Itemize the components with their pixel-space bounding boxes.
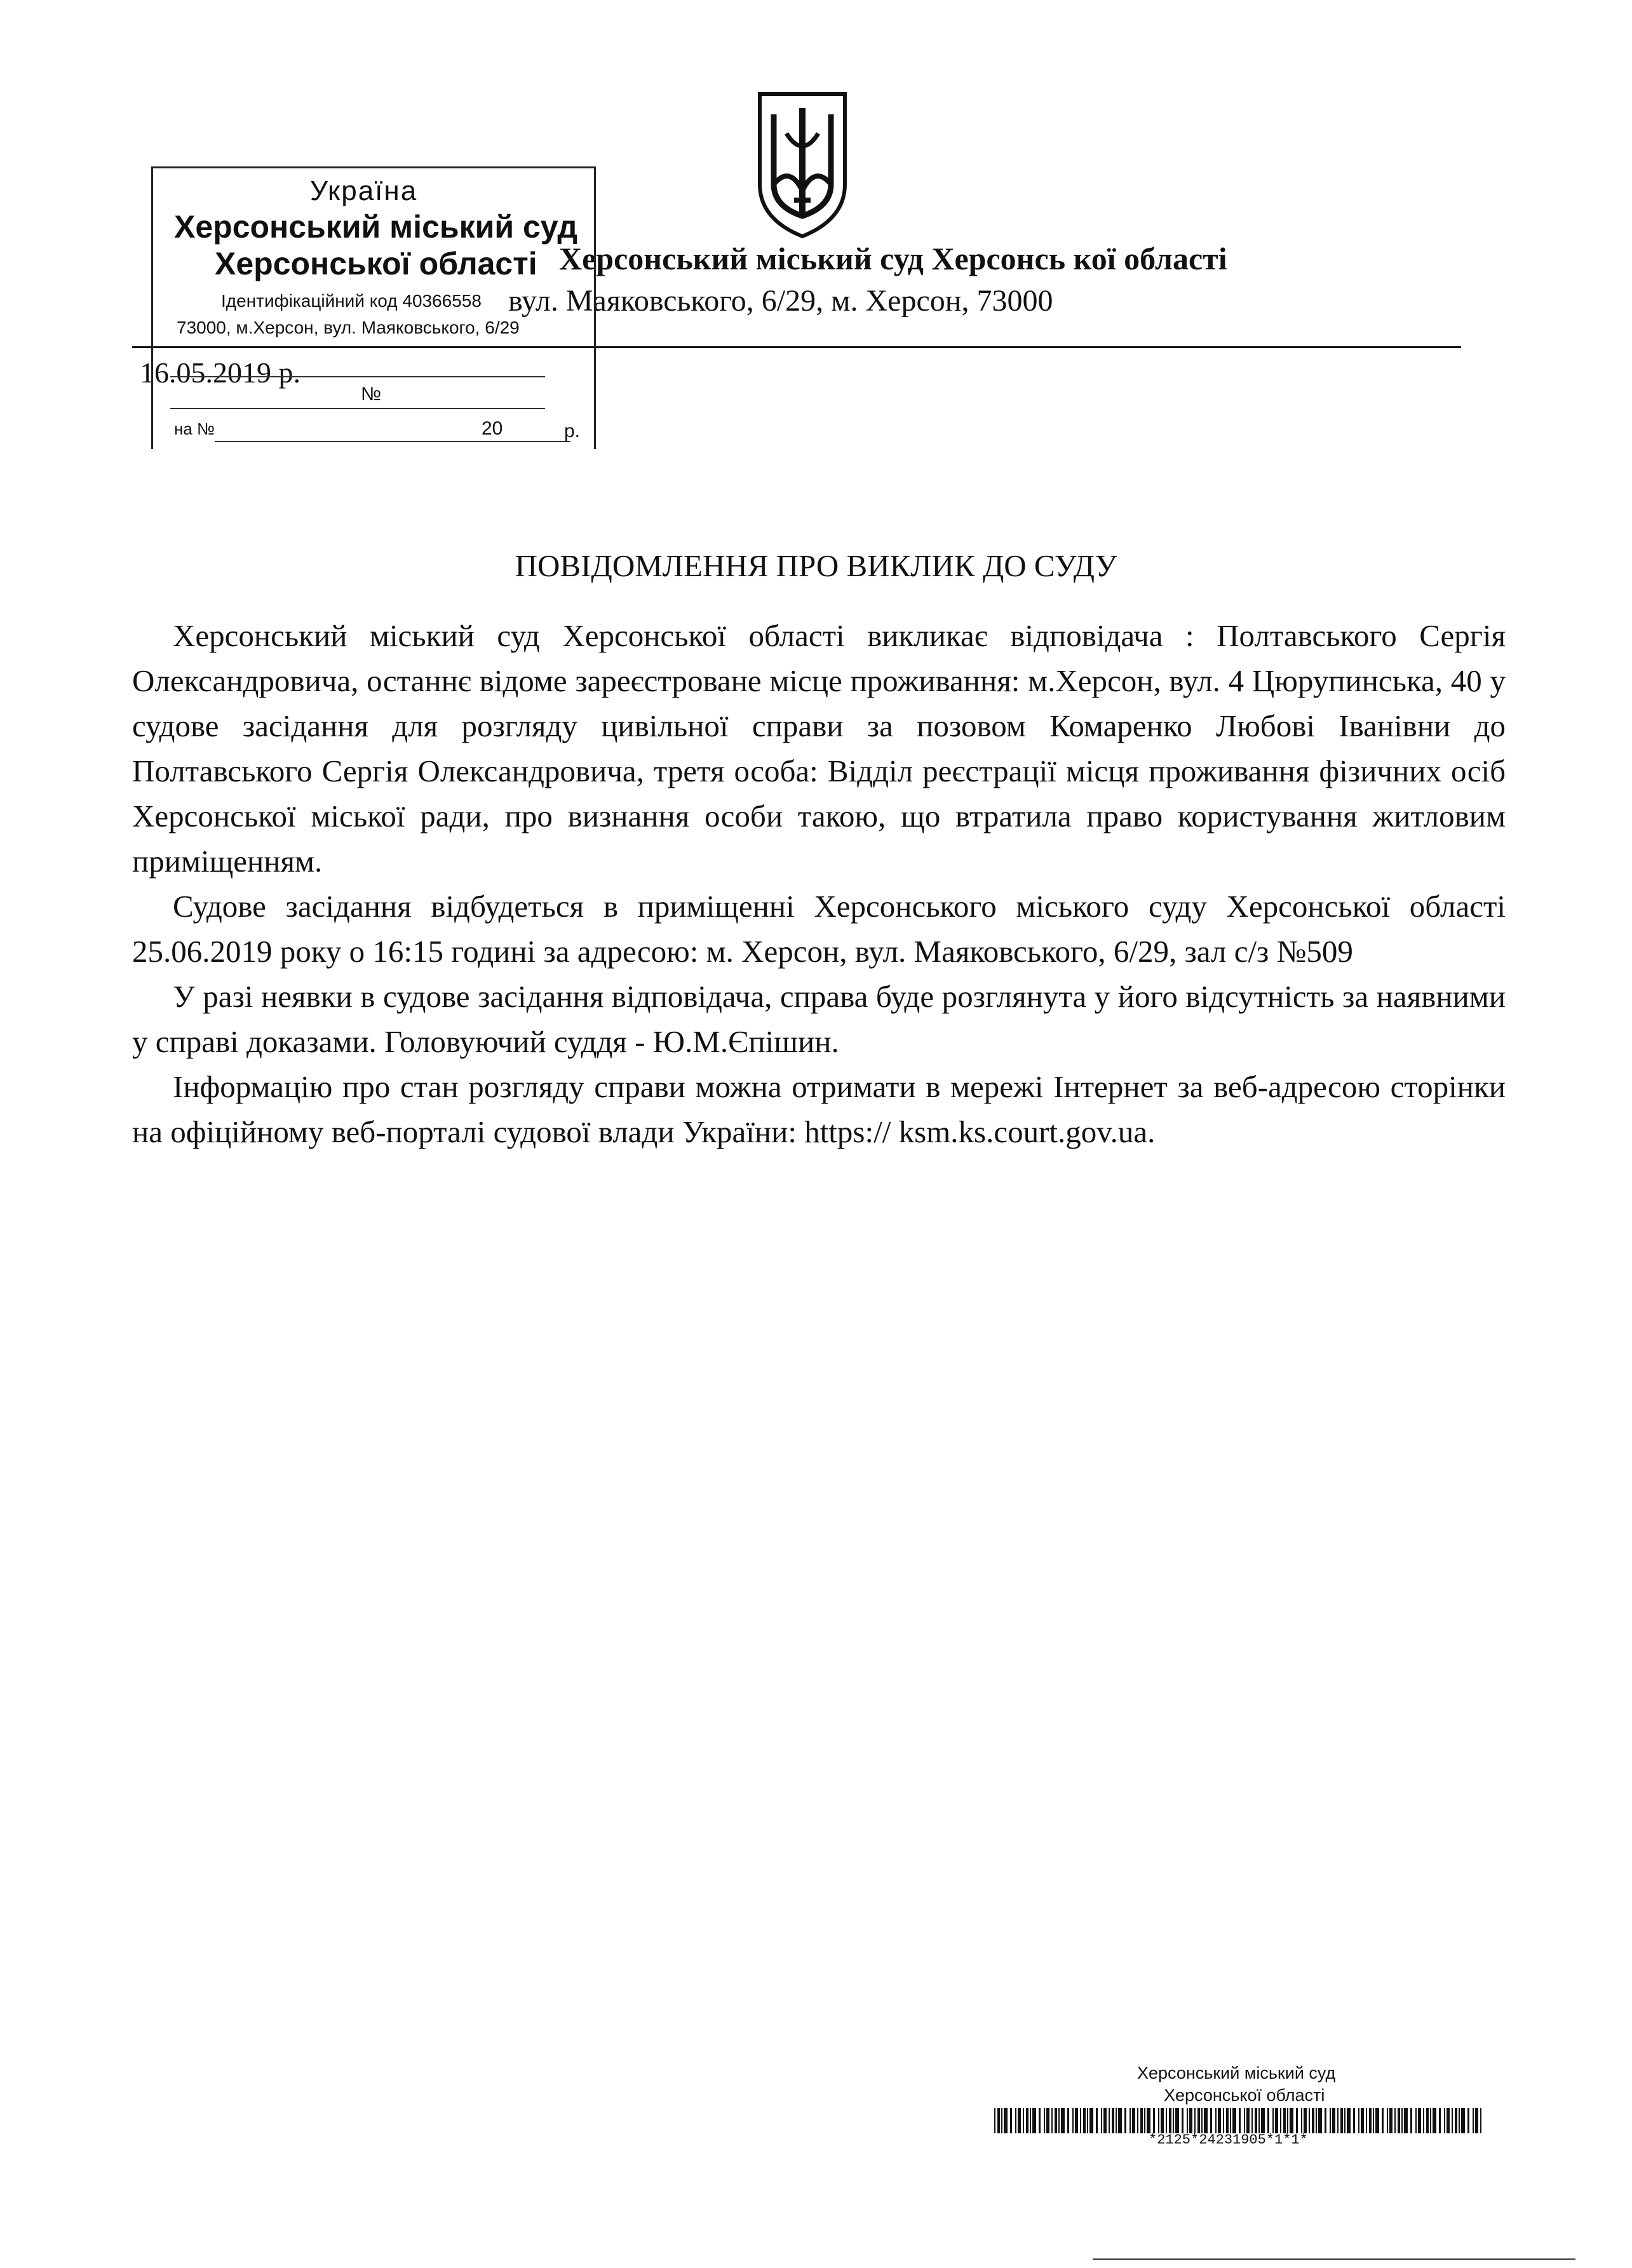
body-paragraph: Судове засідання відбудеться в приміщенні Херсонського міського суду Херсонської області 25.06.2019 року о 16:15 годині за адресою: м. Херсон, вул. Маяковського, 6/29, зал с/з №509	[132, 889, 1506, 969]
barcode-bar	[1004, 2108, 1008, 2133]
barcode-bar	[1204, 2108, 1208, 2133]
barcode-bar	[1312, 2108, 1314, 2133]
court-address: вул. Маяковського, 6/29, м. Херсон, 73000	[508, 284, 1053, 318]
barcode-bar	[1340, 2108, 1343, 2133]
barcode-bar	[1467, 2108, 1469, 2133]
body-paragraph: У разі неявки в судове засідання відповідача, справа буде розглянута у його відсутність за наявними у справі доказами. Головуючий суддя - Ю.М.Єпішин.	[132, 979, 1506, 1059]
barcode-bar	[1389, 2108, 1393, 2133]
barcode-bar	[1369, 2108, 1372, 2133]
barcode-bar	[1169, 2108, 1171, 2133]
barcode-bar	[1197, 2108, 1200, 2133]
stamp-line	[170, 376, 545, 377]
barcode-bar	[997, 2108, 1000, 2133]
barcode-bar	[1280, 2108, 1281, 2133]
barcode-bar	[1001, 2108, 1002, 2133]
barcode-bar	[1475, 2108, 1478, 2133]
stamp-address: 73000, м.Херсон, вул. Маяковського, 6/29	[177, 318, 520, 337]
barcode-bar	[1290, 2108, 1293, 2133]
barcode-bar	[1296, 2108, 1298, 2133]
barcode-bar	[1083, 2108, 1086, 2133]
barcode-bar	[1075, 2108, 1078, 2133]
barcode-bar	[1044, 2108, 1045, 2133]
barcode-bar	[1439, 2108, 1441, 2133]
barcode-bar	[1332, 2108, 1335, 2133]
barcode-bar	[1373, 2108, 1374, 2133]
barcode-bar	[1137, 2108, 1138, 2133]
barcode-bar	[1404, 2108, 1408, 2133]
barcode-bar	[1118, 2108, 1122, 2133]
barcode-bar	[1382, 2108, 1384, 2133]
barcode-bar	[1058, 2108, 1060, 2133]
barcode-bar	[1124, 2108, 1126, 2133]
barcode-bar	[1023, 2108, 1024, 2133]
barcode-bar	[1375, 2108, 1379, 2133]
barcode-bar	[1140, 2108, 1143, 2133]
barcode-bar	[1418, 2108, 1421, 2133]
barcode-bar	[1325, 2108, 1326, 2133]
barcode-bar	[1153, 2108, 1155, 2133]
barcode-bar	[1272, 2108, 1274, 2133]
barcode-bar	[1144, 2108, 1145, 2133]
barcode-bar	[1452, 2108, 1453, 2133]
barcode-bar	[1030, 2108, 1031, 2133]
barcode-bar	[1109, 2108, 1110, 2133]
barcode-bar	[1015, 2108, 1016, 2133]
barcode-bar	[1051, 2108, 1053, 2133]
barcode-bar	[1473, 2108, 1474, 2133]
barcode-bar	[1447, 2108, 1450, 2133]
barcode-bar	[1337, 2108, 1339, 2133]
barcode-bar	[1187, 2108, 1188, 2133]
footer-court: Херсонський міський суд	[1137, 2063, 1336, 2082]
barcode-bar	[1251, 2108, 1253, 2133]
document-date: 16.05.2019 р.	[140, 356, 300, 389]
barcode-bar	[1089, 2108, 1093, 2133]
stamp-year-suffix: р.	[564, 421, 581, 442]
barcode-bar	[1301, 2108, 1302, 2133]
barcode-bar	[1132, 2108, 1135, 2133]
barcode-bar	[1201, 2108, 1203, 2133]
stamp-line	[215, 441, 570, 442]
barcode-text: *2125*24231905*1*1*	[1149, 2132, 1308, 2143]
stamp-number-label: №	[361, 384, 382, 405]
barcode-bar	[1158, 2108, 1159, 2133]
barcode-bar	[1161, 2108, 1164, 2133]
barcode-bar	[1258, 2108, 1260, 2133]
stamp-line	[170, 408, 545, 409]
barcode-bar	[1283, 2108, 1286, 2133]
barcode-bar	[1130, 2108, 1131, 2133]
barcode-bar	[1361, 2108, 1364, 2133]
barcode-bar	[994, 2108, 995, 2133]
barcode-bar	[1426, 2108, 1429, 2133]
barcode-bar	[1461, 2108, 1465, 2133]
registration-stamp	[151, 166, 596, 449]
barcode-bar	[1103, 2108, 1107, 2133]
barcode-bar	[1394, 2108, 1396, 2133]
barcode-bar	[1358, 2108, 1359, 2133]
barcode-bar	[1244, 2108, 1245, 2133]
barcode-bar	[1430, 2108, 1431, 2133]
barcode-bar	[1255, 2108, 1257, 2133]
barcode-bar	[1067, 2108, 1069, 2133]
barcode-bar	[1101, 2108, 1102, 2133]
barcode-bar	[1309, 2108, 1310, 2133]
ukraine-trident-emblem-icon	[755, 89, 850, 241]
barcode-bar	[1480, 2108, 1481, 2133]
barcode	[994, 2108, 1487, 2133]
barcode-bar	[1287, 2108, 1288, 2133]
barcode-bar	[1210, 2108, 1212, 2133]
barcode-bar	[1055, 2108, 1057, 2133]
barcode-bar	[1215, 2108, 1217, 2133]
barcode-bar	[1223, 2108, 1224, 2133]
barcode-bar	[1415, 2108, 1417, 2133]
barcode-bar	[1304, 2108, 1307, 2133]
document-body	[132, 613, 1506, 1154]
barcode-bar	[1387, 2108, 1388, 2133]
barcode-bar	[1182, 2108, 1184, 2133]
barcode-bar	[1232, 2108, 1236, 2133]
stamp-frame-top	[151, 166, 596, 168]
barcode-bar	[1230, 2108, 1231, 2133]
barcode-bar	[1316, 2108, 1317, 2133]
stamp-region: Херсонської області	[215, 246, 537, 281]
barcode-bar	[1096, 2108, 1098, 2133]
footer-region: Херсонської області	[1164, 2086, 1325, 2105]
barcode-bar	[1018, 2108, 1021, 2133]
barcode-bar	[1423, 2108, 1424, 2133]
barcode-bar	[1061, 2108, 1065, 2133]
barcode-bar	[1046, 2108, 1049, 2133]
barcode-bar	[1347, 2108, 1351, 2133]
barcode-bar	[1072, 2108, 1074, 2133]
barcode-bar	[1444, 2108, 1445, 2133]
barcode-bar	[1330, 2108, 1331, 2133]
barcode-bar	[1032, 2108, 1036, 2133]
barcode-bar	[1080, 2108, 1081, 2133]
barcode-bar	[1401, 2108, 1403, 2133]
bottom-line	[1093, 2258, 1575, 2260]
body-paragraph: Інформацію про стан розгляду справи можна отримати в мережі Інтернет за веб-адресою сторінки на офіційному веб-порталі судової влади України: https:// ksm.ks.court.gov.ua.	[132, 1069, 1506, 1149]
barcode-bar	[1189, 2108, 1192, 2133]
barcode-bar	[1455, 2108, 1457, 2133]
barcode-bar	[1398, 2108, 1400, 2133]
barcode-bar	[1087, 2108, 1088, 2133]
barcode-bar	[1433, 2108, 1436, 2133]
barcode-bar	[1261, 2108, 1265, 2133]
barcode-bar	[1459, 2108, 1460, 2133]
barcode-bar	[1175, 2108, 1179, 2133]
stamp-frame-left	[151, 166, 153, 449]
stamp-country: Україна	[310, 175, 418, 206]
body-paragraph: Херсонський міський суд Херсонської області викликає відповідача : Полтавського Сергія Олександровича, останнє відоме зареєстроване місце проживання: м.Херсон, вул. 4 Цюрупинська, 40 у судове засідання для розгляду цивільної справи за позовом Комаренко Любові Іванівни до Полтавського Сергія Олександровича, третя особа: Відділ реєстрації місця проживання фізичних осіб Херсонської міської ради, про визнання особи такою, що втратила право користування житловим приміщенням.	[132, 618, 1506, 879]
barcode-bar	[1226, 2108, 1229, 2133]
barcode-bar	[1194, 2108, 1196, 2133]
barcode-bar	[1410, 2108, 1412, 2133]
barcode-bar	[1344, 2108, 1345, 2133]
barcode-bar	[1147, 2108, 1150, 2133]
stamp-frame-right	[594, 166, 596, 449]
barcode-bar	[1010, 2108, 1012, 2133]
barcode-bar	[1026, 2108, 1028, 2133]
barcode-bar	[1318, 2108, 1322, 2133]
court-name-heading: Херсонський міський суд Херсонсь кої області	[559, 241, 1227, 276]
barcode-bar	[1173, 2108, 1174, 2133]
barcode-bar	[1353, 2108, 1355, 2133]
stamp-on-number-label: на №	[174, 419, 215, 438]
barcode-bar	[1166, 2108, 1167, 2133]
document-title: ПОВІДОМЛЕННЯ ПРО ВИКЛИК ДО СУДУ	[515, 548, 1117, 583]
barcode-bar	[1366, 2108, 1367, 2133]
barcode-bar	[1246, 2108, 1250, 2133]
stamp-identification-code: Ідентифікаційний код 40366558	[221, 291, 482, 311]
barcode-bar	[1275, 2108, 1278, 2133]
barcode-bar	[1112, 2108, 1114, 2133]
stamp-year-label: 20	[482, 418, 503, 439]
barcode-bar	[1116, 2108, 1117, 2133]
barcode-bar	[1267, 2108, 1269, 2133]
barcode-bar	[1218, 2108, 1221, 2133]
stamp-court: Херсонський міський суд	[174, 209, 578, 245]
barcode-bar	[1239, 2108, 1241, 2133]
barcode-bar	[1039, 2108, 1041, 2133]
